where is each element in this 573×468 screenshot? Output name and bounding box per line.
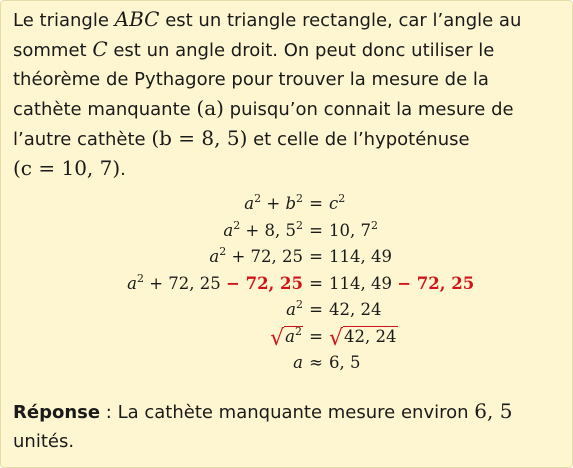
known-side-math: (b = 8, 5)	[151, 126, 248, 150]
answer-line-1: Réponse : La cathète manquante mesure environ 6, 5	[13, 399, 513, 423]
equals-sign: =	[309, 247, 323, 266]
square-root-icon: √	[270, 325, 285, 351]
equation-left: $a^2 + 8$, $5^2$	[223, 218, 303, 240]
intro-line-1: Le triangle ABC est un triangle rectangle, car l’angle au	[13, 7, 522, 31]
square-root: √ $a^2$	[270, 324, 302, 351]
triangle-name: ABC	[114, 7, 160, 31]
answer-label: Réponse	[13, 402, 101, 423]
answer-value: 6, 5	[474, 399, 513, 423]
equation-left: a	[293, 353, 303, 372]
square-root-icon: √	[329, 325, 344, 351]
equation-right: 6, 5	[329, 353, 361, 372]
equation-right: $c^2$	[329, 192, 346, 213]
equals-sign: =	[309, 326, 323, 346]
equation-row-3	[1, 244, 572, 271]
equation-left	[1, 324, 303, 351]
equation-row-7	[1, 350, 572, 377]
approx-sign: ≈	[309, 353, 323, 372]
equation-right: 42, 24	[329, 300, 382, 319]
intro-line-3: théorème de Pythagore pour trouver la mesure de la	[13, 69, 489, 90]
equation-right: 10, $7^2$	[329, 218, 378, 240]
missing-side-math: (a)	[196, 96, 224, 120]
equation-left: $a^2 + 72$, 25 − 72, 25	[127, 271, 303, 293]
equals-sign: =	[309, 273, 323, 293]
equation-right: 114, 49	[329, 247, 392, 266]
subtracted-term: − 72, 25	[226, 273, 303, 293]
equals-sign: =	[309, 220, 323, 240]
intro-line-2: sommet C est un angle droit. On peut donc utiliser le	[13, 37, 495, 61]
equals-sign: =	[309, 300, 323, 319]
equation-left: $a^2 + 72$, 25	[209, 245, 303, 266]
equation-row-4	[1, 271, 572, 298]
vertex-name: C	[92, 37, 108, 61]
intro-line-6: (c = 10, 7).	[13, 156, 126, 180]
answer-paragraph	[13, 397, 562, 456]
intro-line-4: cathète manquante (a) puisqu’on connait la mesure de	[13, 96, 514, 120]
equals-sign: =	[309, 194, 323, 213]
equation-left: $a^2 + b^2$	[244, 192, 303, 213]
square-root: √ 42, 24	[329, 325, 397, 351]
equation-right	[329, 324, 398, 351]
intro-paragraph	[13, 5, 562, 184]
equation-row-6	[1, 324, 572, 351]
answer-line-2: unités.	[13, 431, 75, 452]
equation-row-1	[1, 191, 572, 218]
equation-row-5	[1, 297, 572, 324]
equation-block	[1, 191, 572, 377]
equation-left: $a^2$	[286, 298, 303, 319]
intro-line-5: l’autre cathète (b = 8, 5) et celle de l’hypoténuse	[13, 126, 470, 150]
hypotenuse-math: (c = 10, 7)	[13, 156, 121, 180]
equation-right: 114, 49 − 72, 25	[329, 273, 475, 293]
subtracted-term: − 72, 25	[397, 273, 475, 293]
equation-row-2	[1, 218, 572, 245]
